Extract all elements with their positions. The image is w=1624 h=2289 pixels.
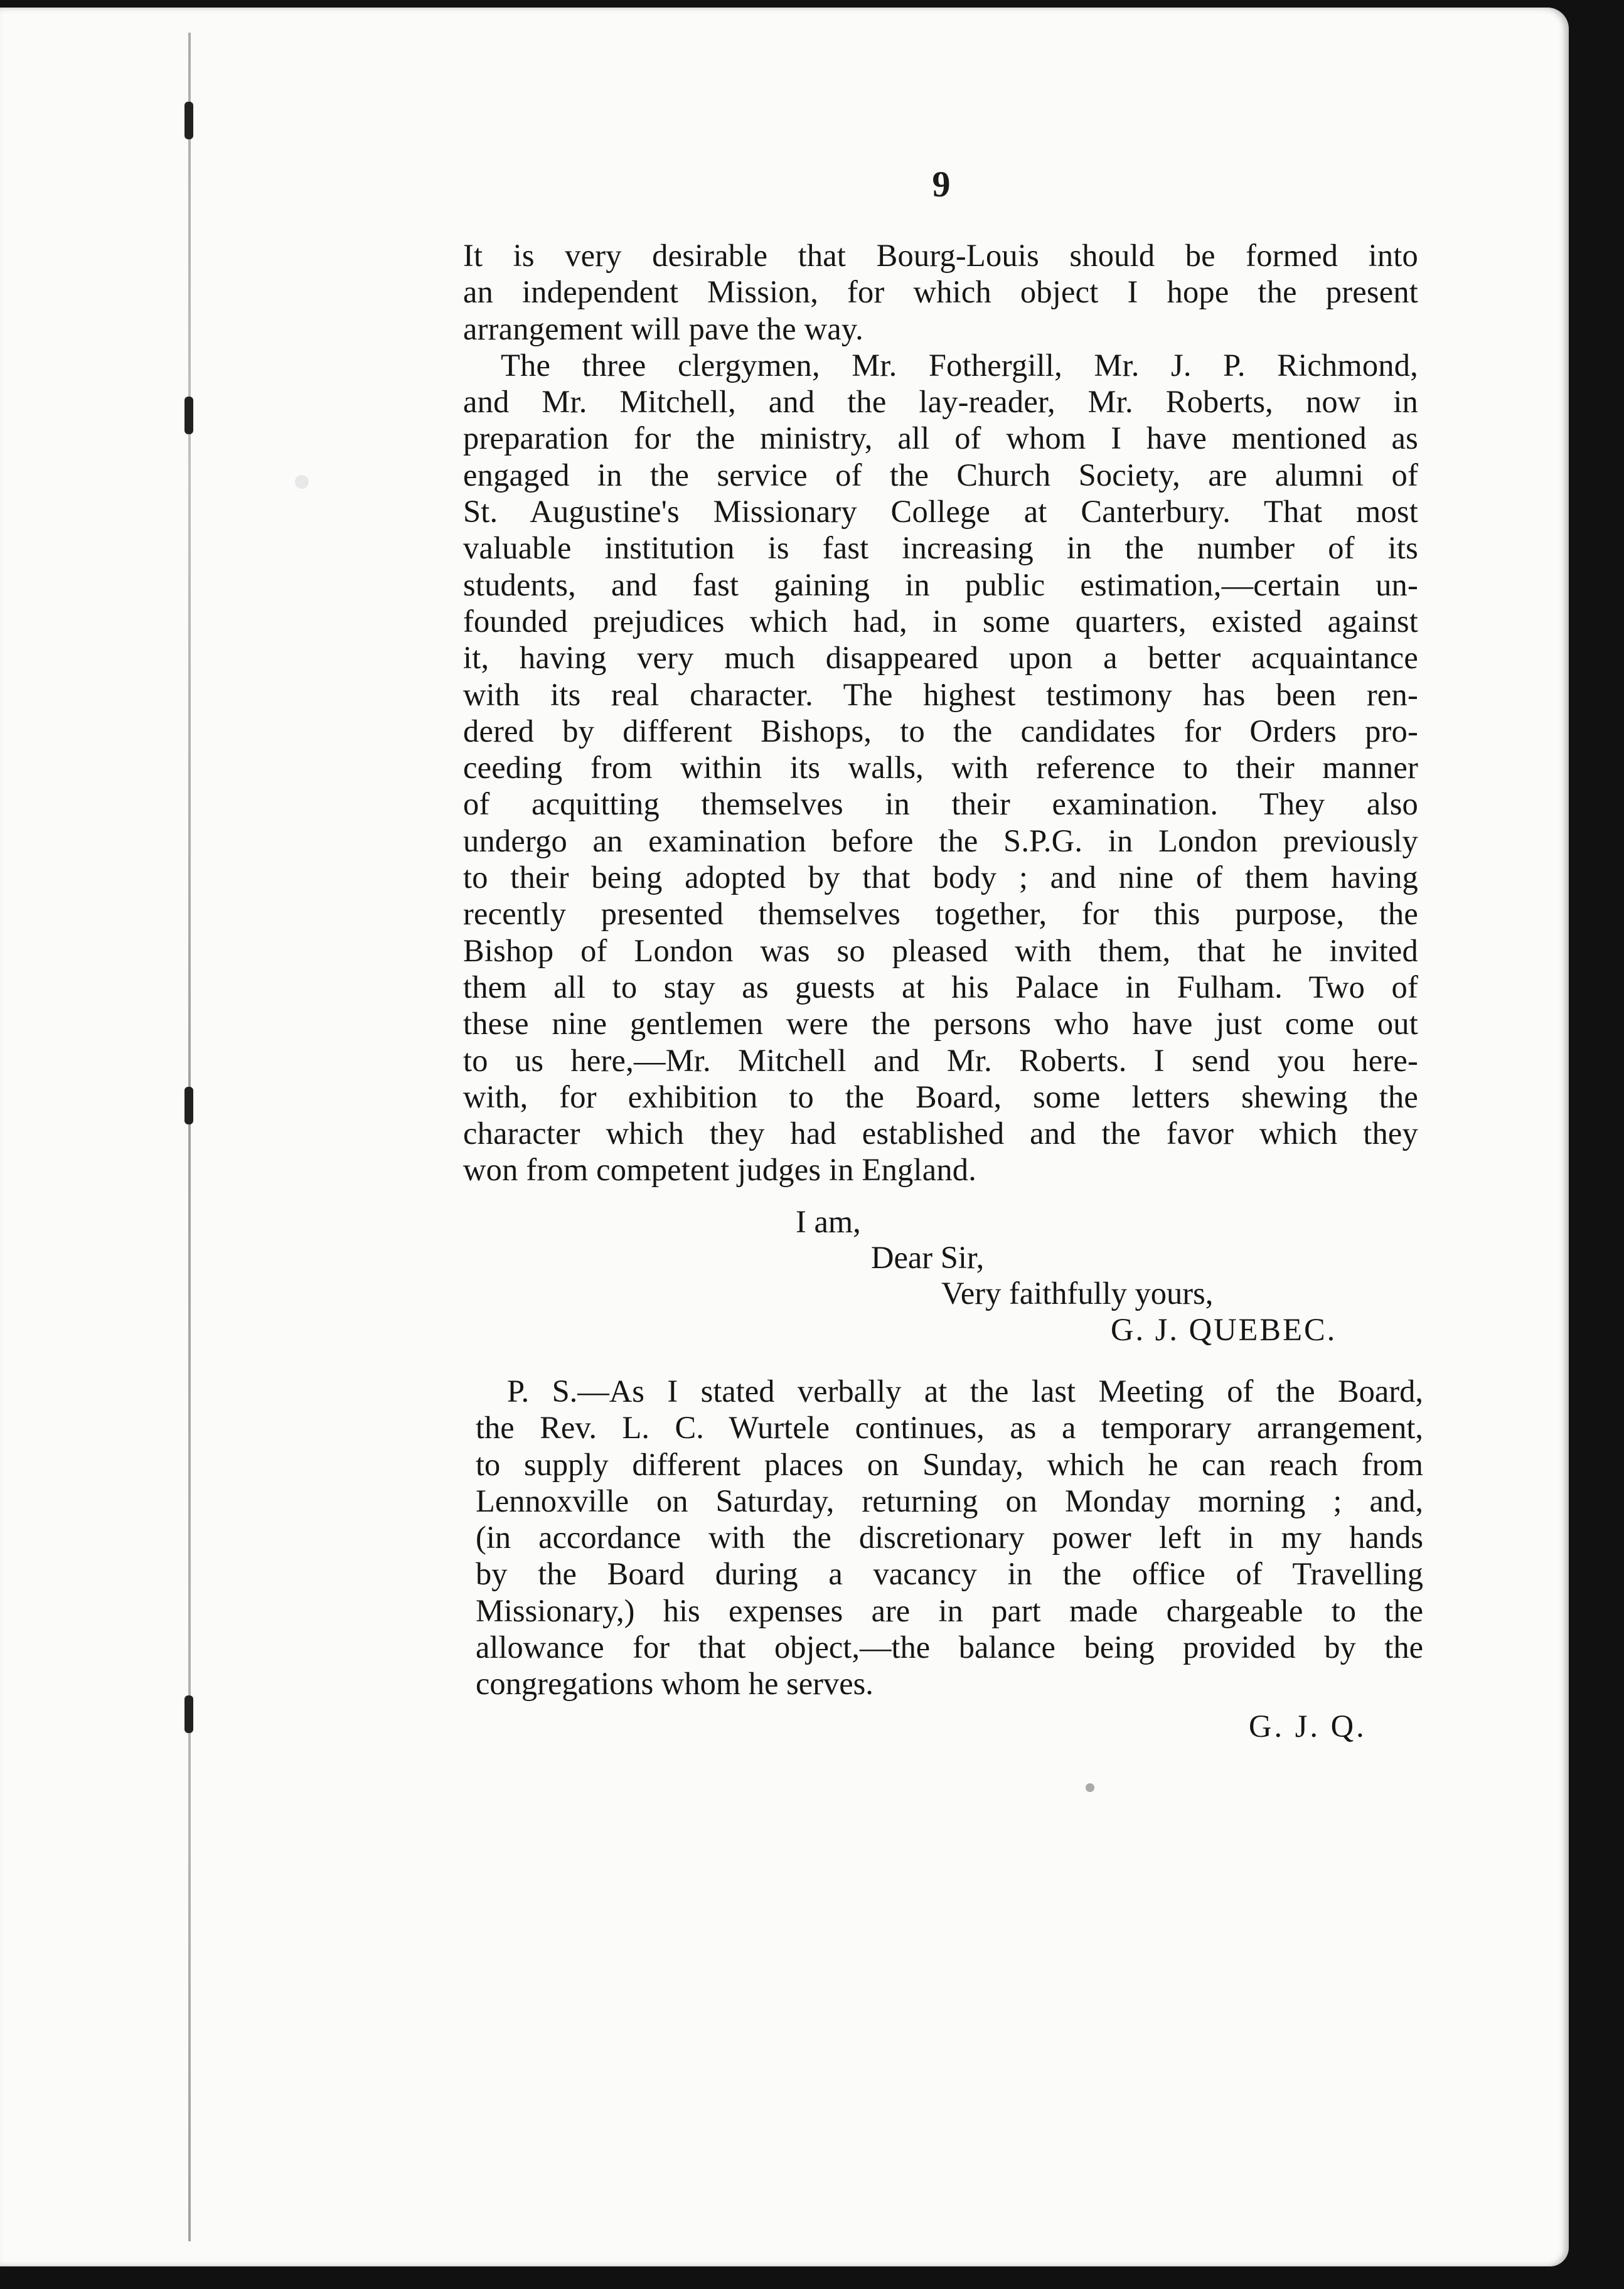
postscript-line: Missionary,) his expenses are in part made chargeable to the — [476, 1593, 1423, 1628]
letter-signature: G. J. QUEBEC. — [1111, 1312, 1337, 1347]
binding-mark — [184, 1695, 193, 1733]
paper-speck — [1086, 1783, 1094, 1792]
letter-line: and Mr. Mitchell, and the lay-reader, Mr. Roberts, now in — [463, 384, 1418, 420]
binding-mark — [184, 1087, 193, 1124]
letter-line: to us here,—Mr. Mitchell and Mr. Roberts. I send you here- — [463, 1042, 1418, 1078]
letter-line: Bishop of London was so pleased with them, that he invited — [463, 932, 1418, 968]
closing-salutation: Dear Sir, — [871, 1240, 985, 1275]
letter-line: undergo an examination before the S.P.G. in London previously — [463, 823, 1418, 858]
postscript-line: Lennoxville on Saturday, returning on Monday morning ; and, — [476, 1483, 1423, 1518]
paper-speck — [295, 475, 309, 489]
postscript-line: allowance for that object,—the balance being provided by the — [476, 1630, 1423, 1665]
postscript-line: congregations whom he serves. — [476, 1666, 873, 1702]
letter-line: these nine gentlemen were the persons who have just come out — [463, 1006, 1418, 1042]
letter-line: arrangement will pave the way. — [463, 311, 863, 346]
page-number: 9 — [932, 164, 951, 205]
postscript-line: the Rev. L. C. Wurtele continues, as a temporary arrangement, — [476, 1410, 1423, 1446]
postscript-line: by the Board during a vacancy in the office of Travelling — [476, 1556, 1423, 1592]
letter-line: ceeding from within its walls, with reference to their manner — [463, 750, 1418, 786]
letter-line: an independent Mission, for which object I hope the present — [463, 274, 1418, 310]
postscript — [476, 1373, 1423, 1702]
letter-line: recently presented themselves together, for this purpose, the — [463, 896, 1418, 932]
letter-body — [463, 237, 1418, 1188]
letter-line: preparation for the ministry, all of whom I have mentioned as — [463, 420, 1418, 456]
postscript-line: to supply different places on Sunday, which he can reach from — [476, 1446, 1423, 1482]
letter-line: character which they had established and the favor which they — [463, 1116, 1418, 1151]
letter-line: students, and fast gaining in public estimation,—certain un- — [463, 567, 1418, 602]
postscript-initials: G. J. Q. — [1249, 1709, 1367, 1744]
letter-line: founded prejudices which had, in some quarters, existed against — [463, 603, 1418, 639]
letter-line: with, for exhibition to the Board, some letters shewing the — [463, 1079, 1418, 1114]
closing-i-am: I am, — [796, 1204, 861, 1239]
letter-line: with its real character. The highest testimony has been ren- — [463, 676, 1418, 712]
letter-line: engaged in the service of the Church Society, are alumni of — [463, 457, 1418, 493]
binding-mark — [184, 102, 193, 139]
binding-fold-line — [188, 33, 191, 2241]
letter-line: dered by different Bishops, to the candidates for Orders pro- — [463, 713, 1418, 749]
letter-line: to their being adopted by that body ; and nine of them having — [463, 860, 1418, 895]
letter-line: won from competent judges in England. — [463, 1152, 977, 1188]
letter-line: valuable institution is fast increasing in the number of its — [463, 530, 1418, 566]
closing-valediction: Very faithfully yours, — [941, 1276, 1214, 1311]
letter-line: St. Augustine's Missionary College at Canterbury. That most — [463, 494, 1418, 530]
letter-line: of acquitting themselves in their examination. They also — [463, 786, 1418, 822]
letter-line: The three clergymen, Mr. Fothergill, Mr. J. P. Richmond, — [501, 347, 1418, 383]
letter-line: it, having very much disappeared upon a better acquaintance — [463, 640, 1418, 676]
binding-mark — [184, 397, 193, 434]
letter-line: It is very desirable that Bourg-Louis should be formed into — [463, 238, 1418, 273]
postscript-line: (in accordance with the discretionary power left in my hands — [476, 1520, 1423, 1555]
letter-line: them all to stay as guests at his Palace in Fulham. Two of — [463, 969, 1418, 1005]
postscript-line: P. S.—As I stated verbally at the last Meeting of the Board, — [507, 1374, 1423, 1409]
